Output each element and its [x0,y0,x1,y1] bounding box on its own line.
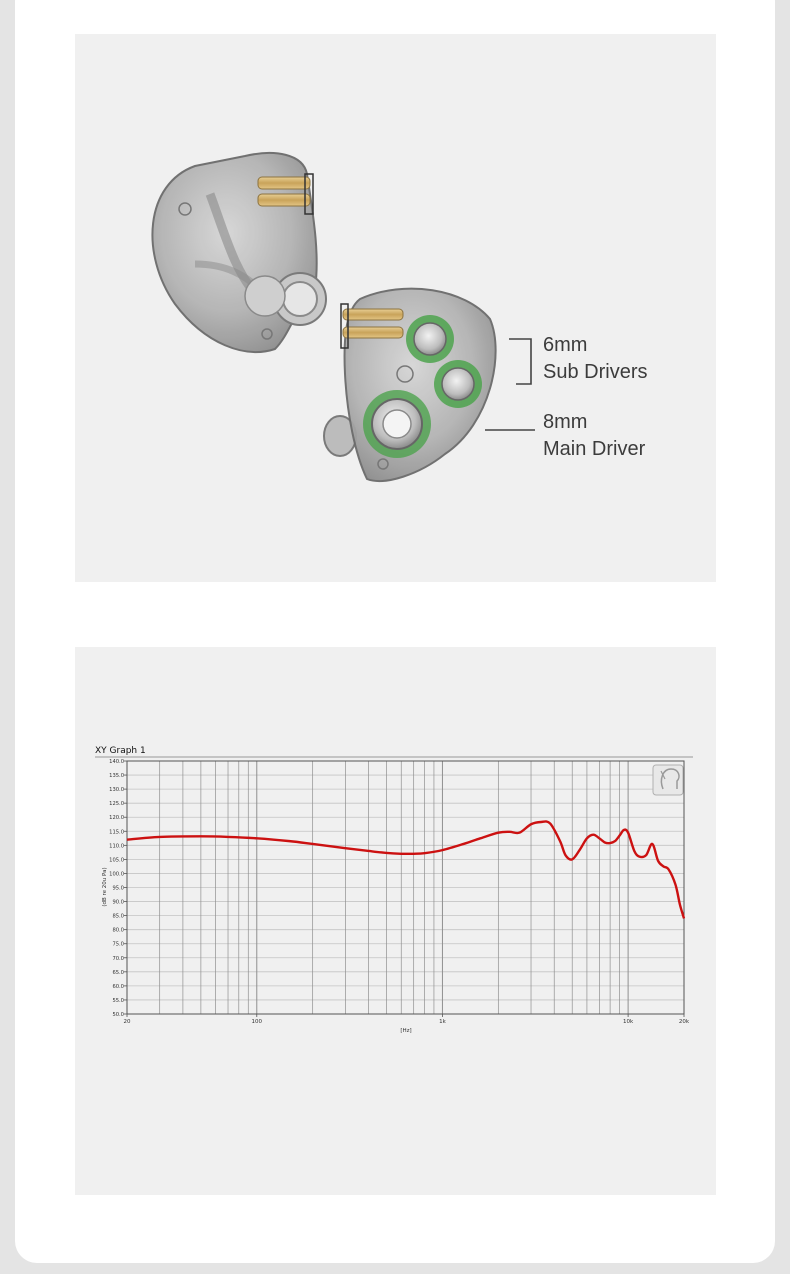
y-tick-label: 60.0 [112,983,124,990]
y-tick-label: 110.0 [109,843,124,850]
y-tick-label: 115.0 [109,829,124,836]
y-tick-label: 105.0 [109,857,124,864]
x-tick-label: 1k [439,1019,446,1025]
y-axis-label: (dB re 20u Pa) [102,867,108,907]
left-earpiece [152,153,326,352]
driver-layout-image [75,34,716,582]
sub-driver-size: 6mm [543,334,588,356]
sub-drivers-bracket [509,339,531,384]
analyzer-logo-icon [653,765,683,795]
y-tick-label: 120.0 [109,815,124,822]
x-tick-label: 20 [123,1019,131,1025]
frequency-response-panel [75,647,716,1195]
y-tick-label: 65.0 [112,969,124,976]
sub-drivers-callout [543,332,647,386]
y-tick-label: 140.0 [109,759,124,765]
right-earpiece [324,289,496,481]
x-tick-label: 100 [251,1019,263,1025]
series-line [127,821,684,918]
y-tick-label: 55.0 [112,997,124,1004]
y-tick-label: 90.0 [112,899,124,906]
earphone-shells-illustration [75,34,716,582]
y-tick-label: 95.0 [112,885,124,892]
main-driver-callout [543,409,645,463]
y-tick-label: 50.0 [112,1012,124,1018]
y-tick-label: 130.0 [109,787,124,794]
frequency-response-chart [75,647,716,1195]
x-tick-label: 10k [623,1019,634,1025]
sub-driver-label: Sub Drivers [543,361,648,383]
y-tick-label: 125.0 [109,801,124,808]
graph-title: XY Graph 1 [95,746,146,756]
main-driver-label: Main Driver [543,438,646,460]
x-axis-label: [Hz] [400,1028,412,1034]
y-tick-label: 135.0 [109,773,124,780]
main-driver-size: 8mm [543,411,588,433]
y-tick-label: 70.0 [112,955,124,962]
y-tick-label: 100.0 [109,871,124,878]
y-tick-label: 85.0 [112,913,124,920]
y-tick-label: 75.0 [112,941,124,948]
x-tick-label: 20k [678,1019,690,1025]
y-tick-label: 80.0 [112,927,124,934]
